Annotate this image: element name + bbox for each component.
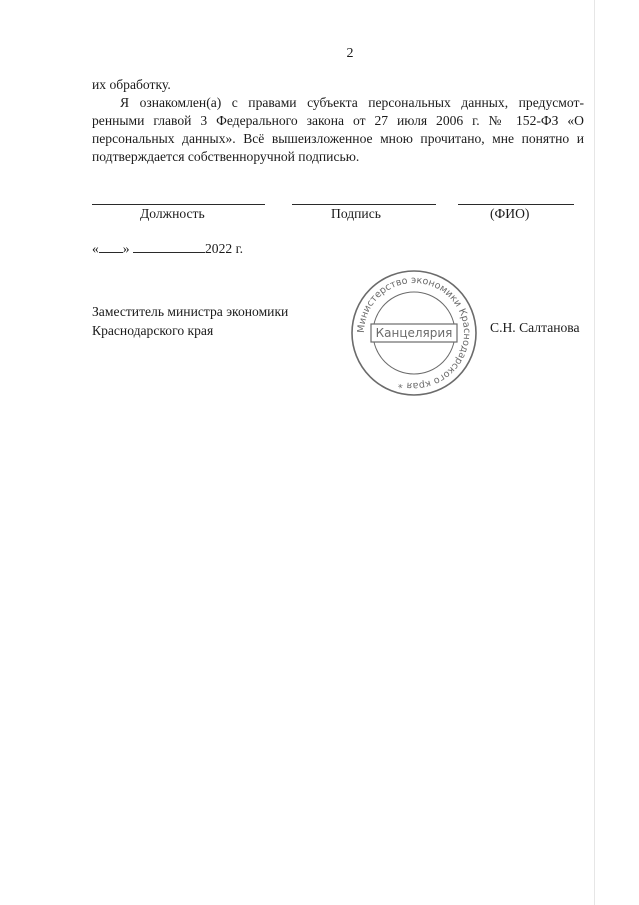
body-text — [92, 76, 584, 166]
official-position-line1: Заместитель министра экономики — [92, 304, 289, 319]
official-name: С.Н. Салтанова — [490, 320, 580, 335]
position-blank-line — [92, 204, 265, 205]
signature-blank-line — [292, 204, 436, 205]
day-blank — [99, 240, 123, 253]
date-open-quote: « — [92, 241, 99, 256]
office-stamp — [349, 268, 479, 398]
signature-caption: Подпись — [331, 206, 381, 221]
page-edge-divider — [594, 0, 595, 905]
official-position — [92, 302, 288, 340]
page-number: 2 — [346, 46, 354, 61]
date-year: 2022 г. — [205, 241, 244, 256]
date-close-quote: » — [122, 241, 130, 256]
month-blank — [133, 240, 205, 253]
stamp-center-text: Канцелярия — [375, 326, 453, 340]
date-line — [92, 240, 243, 257]
official-position-line2: Краснодарского края — [92, 323, 214, 338]
name-blank-line — [458, 204, 574, 205]
paragraph-continuation: их обработку. — [92, 77, 171, 92]
name-caption: (ФИО) — [490, 206, 530, 221]
position-caption: Должность — [140, 206, 205, 221]
paragraph-acknowledgement: Я ознакомлен(а) с правами субъекта персональных данных, предусмот-ренными главой 3 Федерального закона от 27 июля 2006 г. № 152-ФЗ «О персональных данных». Всё вышеизложенное мною прочитано, мне понятно и подтверждается собственноручной подписью. — [92, 95, 584, 164]
stamp-ring-text: Министерство экономики Краснодарского края * — [355, 274, 473, 392]
